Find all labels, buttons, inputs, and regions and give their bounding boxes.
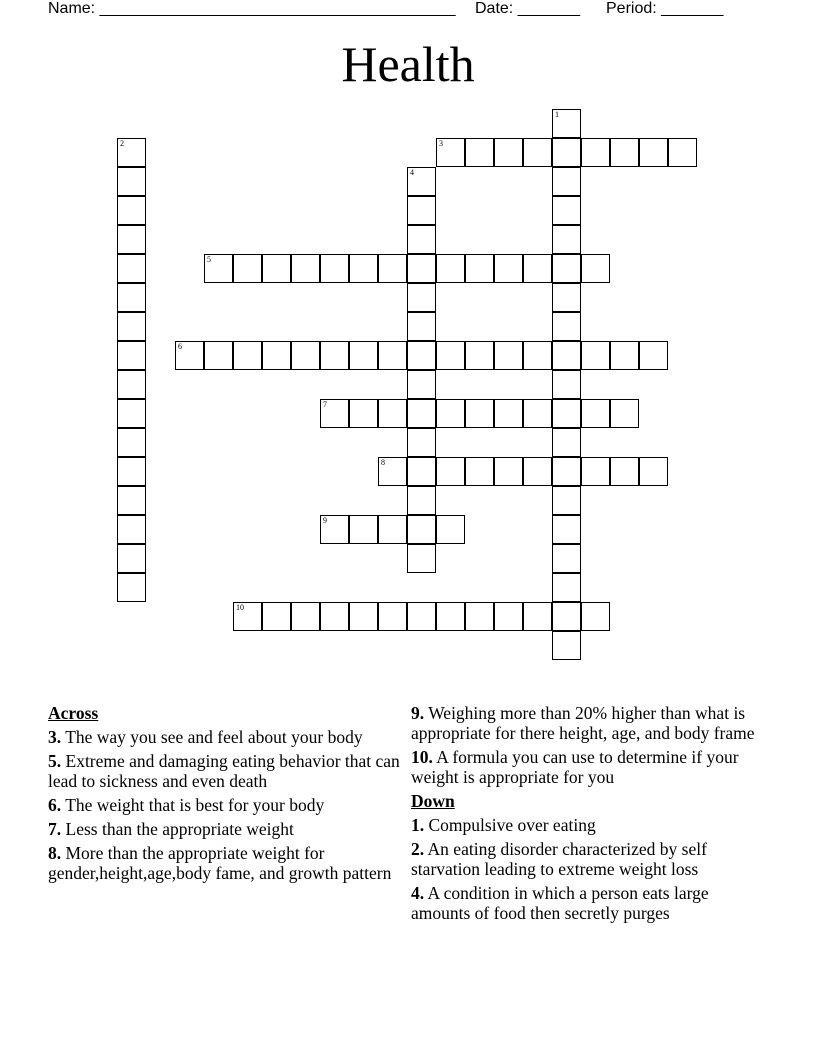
- grid-cell[interactable]: [407, 602, 436, 631]
- grid-cell[interactable]: [407, 515, 436, 544]
- grid-cell[interactable]: [117, 457, 146, 486]
- grid-cell[interactable]: [349, 515, 378, 544]
- grid-cell[interactable]: [204, 341, 233, 370]
- grid-cell[interactable]: [407, 225, 436, 254]
- grid-cell[interactable]: [320, 254, 349, 283]
- grid-cell[interactable]: [233, 341, 262, 370]
- grid-cell[interactable]: [552, 283, 581, 312]
- grid-cell[interactable]: [349, 399, 378, 428]
- grid-cell[interactable]: [320, 399, 349, 428]
- grid-cell[interactable]: [552, 602, 581, 631]
- clue-across-9: 9. Weighing more than 20% higher than what is appropriate for there height, age, and body frame: [411, 703, 755, 743]
- period-field[interactable]: Period: _______: [606, 0, 724, 17]
- grid-cell[interactable]: [552, 312, 581, 341]
- grid-cell[interactable]: [436, 602, 465, 631]
- grid-cell[interactable]: [407, 196, 436, 225]
- clue-number: 9: [323, 516, 327, 525]
- grid-cell[interactable]: [436, 515, 465, 544]
- grid-cell[interactable]: [552, 515, 581, 544]
- clue-number: 10: [236, 603, 244, 612]
- grid-cell[interactable]: [523, 341, 552, 370]
- grid-cell[interactable]: [204, 254, 233, 283]
- grid-cell[interactable]: [668, 138, 697, 167]
- grid-cell[interactable]: [465, 138, 494, 167]
- clue-down-2: 2. An eating disorder characterized by self starvation leading to extreme weight loss: [411, 839, 707, 879]
- grid-cell[interactable]: [552, 573, 581, 602]
- clue-across-8: 8. More than the appropriate weight for gender,height,age,body fame, and growth pattern: [48, 843, 392, 883]
- grid-cell[interactable]: [291, 602, 320, 631]
- grid-cell[interactable]: [523, 602, 552, 631]
- grid-cell[interactable]: [639, 457, 668, 486]
- grid-cell[interactable]: [117, 138, 146, 167]
- clue-down-1: 1. Compulsive over eating: [411, 815, 596, 835]
- grid-cell[interactable]: [291, 341, 320, 370]
- grid-cell[interactable]: [117, 312, 146, 341]
- grid-cell[interactable]: [407, 283, 436, 312]
- grid-cell[interactable]: [117, 515, 146, 544]
- grid-cell[interactable]: [349, 602, 378, 631]
- grid-cell[interactable]: [117, 370, 146, 399]
- grid-cell[interactable]: [378, 515, 407, 544]
- grid-cell[interactable]: [610, 138, 639, 167]
- grid-cell[interactable]: [494, 138, 523, 167]
- grid-cell[interactable]: [465, 602, 494, 631]
- grid-cell[interactable]: [552, 631, 581, 660]
- grid-cell[interactable]: [523, 254, 552, 283]
- grid-cell[interactable]: [407, 428, 436, 457]
- grid-cell[interactable]: [610, 341, 639, 370]
- grid-cell[interactable]: [523, 457, 552, 486]
- page-title: Health: [341, 36, 475, 92]
- grid-cell[interactable]: [117, 486, 146, 515]
- grid-cell[interactable]: [117, 254, 146, 283]
- grid-cell[interactable]: [552, 544, 581, 573]
- clue-number: 6: [178, 342, 182, 351]
- clue-across-7: 7. Less than the appropriate weight: [48, 819, 294, 839]
- grid-cell[interactable]: [407, 544, 436, 573]
- grid-cell[interactable]: [552, 138, 581, 167]
- grid-cell[interactable]: [494, 457, 523, 486]
- date-field[interactable]: Date: _______: [475, 0, 580, 17]
- grid-cell[interactable]: [378, 602, 407, 631]
- clue-down-4: 4. A condition in which a person eats large amounts of food then secretly purges: [411, 883, 709, 923]
- grid-cell[interactable]: [378, 254, 407, 283]
- clue-number: 4: [410, 168, 414, 177]
- clues-right-column: [411, 703, 771, 927]
- grid-cell[interactable]: [610, 399, 639, 428]
- grid-cell[interactable]: [494, 254, 523, 283]
- grid-cell[interactable]: [320, 341, 349, 370]
- grid-cell[interactable]: [436, 341, 465, 370]
- grid-cell[interactable]: [407, 254, 436, 283]
- grid-cell[interactable]: [465, 457, 494, 486]
- grid-cell[interactable]: [320, 515, 349, 544]
- grid-cell[interactable]: [552, 196, 581, 225]
- clue-number: 8: [381, 458, 385, 467]
- grid-cell[interactable]: [552, 370, 581, 399]
- grid-cell[interactable]: [436, 138, 465, 167]
- clue-number: 5: [207, 255, 211, 264]
- grid-cell[interactable]: [117, 544, 146, 573]
- grid-cell[interactable]: [117, 225, 146, 254]
- grid-cell[interactable]: [465, 341, 494, 370]
- grid-cell[interactable]: [523, 138, 552, 167]
- grid-cell[interactable]: [407, 457, 436, 486]
- clue-number: 7: [323, 400, 327, 409]
- grid-cell[interactable]: [407, 370, 436, 399]
- grid-cell[interactable]: [407, 486, 436, 515]
- grid-cell[interactable]: [494, 602, 523, 631]
- grid-cell[interactable]: [465, 399, 494, 428]
- grid-cell[interactable]: [552, 341, 581, 370]
- grid-cell[interactable]: [552, 486, 581, 515]
- grid-cell[interactable]: [262, 341, 291, 370]
- grid-cell[interactable]: [378, 457, 407, 486]
- grid-cell[interactable]: [407, 341, 436, 370]
- name-field[interactable]: Name: ________________________________________: [48, 0, 456, 17]
- clue-across-6: 6. The weight that is best for your body: [48, 795, 325, 815]
- grid-cell[interactable]: [349, 341, 378, 370]
- grid-cell[interactable]: [117, 167, 146, 196]
- down-heading: Down: [411, 791, 455, 811]
- clue-number: 1: [555, 110, 559, 119]
- grid-cell[interactable]: [117, 399, 146, 428]
- grid-cell[interactable]: [117, 283, 146, 312]
- grid-cell[interactable]: [436, 254, 465, 283]
- grid-cell[interactable]: [552, 428, 581, 457]
- grid-cell[interactable]: [117, 428, 146, 457]
- grid-cell[interactable]: [552, 167, 581, 196]
- clue-number: 2: [120, 139, 124, 148]
- across-heading: Across: [48, 703, 99, 723]
- clue-across-3: 3. The way you see and feel about your body: [48, 727, 363, 747]
- grid-cell[interactable]: [552, 254, 581, 283]
- grid-cell[interactable]: [436, 399, 465, 428]
- grid-cell[interactable]: [494, 341, 523, 370]
- grid-cell[interactable]: [552, 457, 581, 486]
- clues-left-column: [48, 703, 403, 887]
- grid-cell[interactable]: [436, 457, 465, 486]
- grid-cell[interactable]: [233, 254, 262, 283]
- clue-across-5: 5. Extreme and damaging eating behavior that can lead to sickness and even death: [48, 751, 400, 791]
- grid-cell[interactable]: [639, 341, 668, 370]
- grid-cell[interactable]: [378, 399, 407, 428]
- grid-cell[interactable]: [378, 341, 407, 370]
- grid-cell[interactable]: [552, 109, 581, 138]
- grid-cell[interactable]: [552, 399, 581, 428]
- grid-cell[interactable]: [117, 196, 146, 225]
- grid-cell[interactable]: [581, 254, 610, 283]
- grid-cell[interactable]: [581, 138, 610, 167]
- clue-across-10: 10. A formula you can use to determine if your weight is appropriate for you: [411, 747, 739, 787]
- grid-cell[interactable]: [349, 254, 378, 283]
- grid-cell[interactable]: [523, 399, 552, 428]
- grid-cell[interactable]: [581, 602, 610, 631]
- grid-cell[interactable]: [407, 399, 436, 428]
- grid-cell[interactable]: [291, 254, 320, 283]
- grid-cell[interactable]: [639, 138, 668, 167]
- grid-cell[interactable]: [581, 399, 610, 428]
- grid-cell[interactable]: [610, 457, 639, 486]
- grid-cell[interactable]: [233, 602, 262, 631]
- grid-cell[interactable]: [407, 312, 436, 341]
- grid-cell[interactable]: [117, 341, 146, 370]
- grid-cell[interactable]: [320, 602, 349, 631]
- grid-cell[interactable]: [262, 254, 291, 283]
- grid-cell[interactable]: [117, 573, 146, 602]
- clue-number: 3: [439, 139, 443, 148]
- grid-cell[interactable]: [262, 602, 291, 631]
- grid-cell[interactable]: [581, 341, 610, 370]
- grid-cell[interactable]: [407, 167, 436, 196]
- grid-cell[interactable]: [465, 254, 494, 283]
- grid-cell[interactable]: [175, 341, 204, 370]
- grid-cell[interactable]: [552, 225, 581, 254]
- grid-cell[interactable]: [581, 457, 610, 486]
- grid-cell[interactable]: [494, 399, 523, 428]
